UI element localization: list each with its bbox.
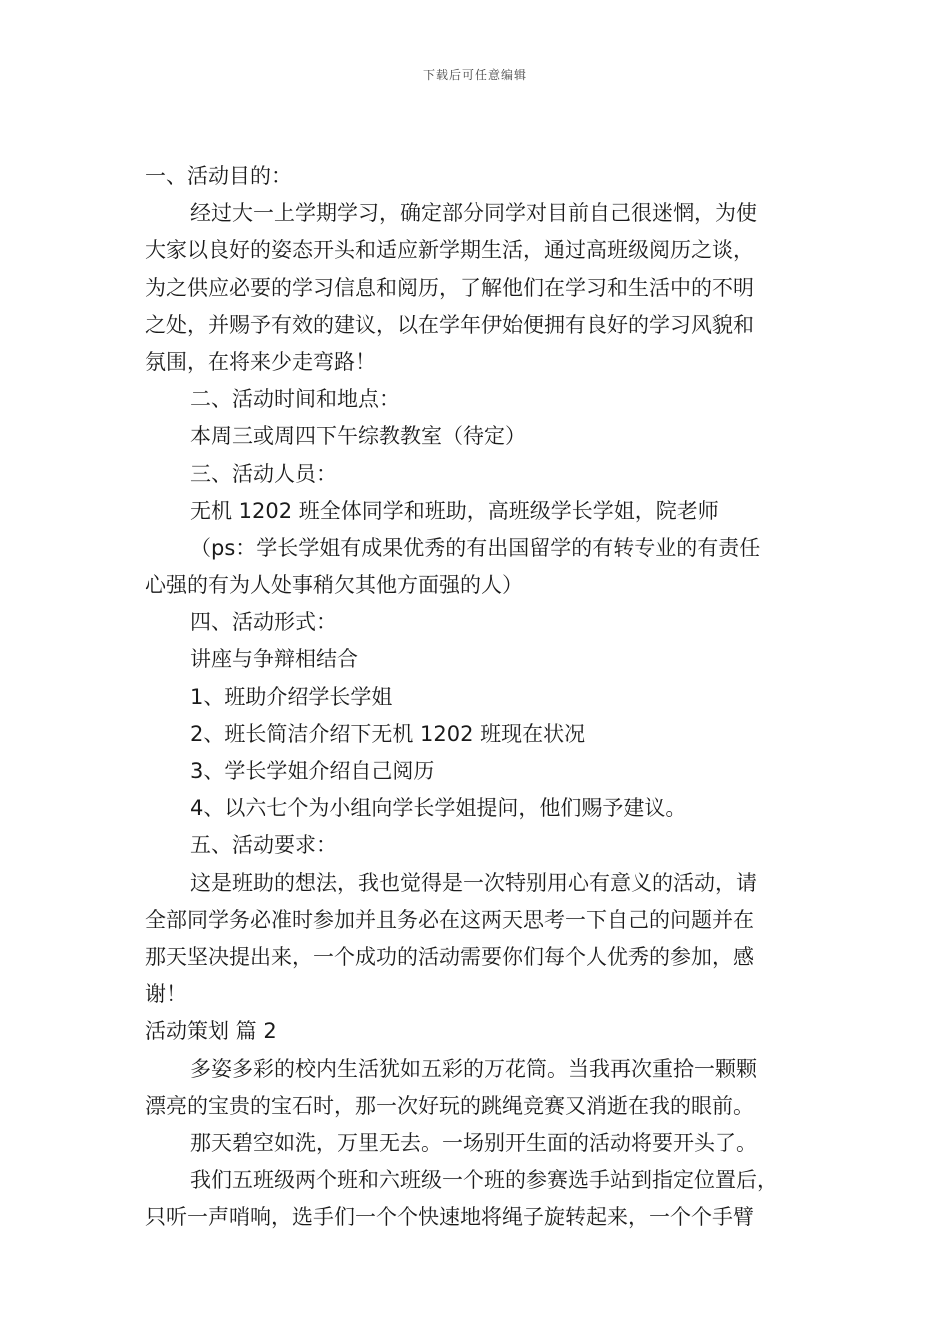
text-line: 那天坚决提出来，一个成功的活动需要你们每个人优秀的参加，感: [145, 944, 754, 969]
text-line: 经过大一上学期学习，确定部分同学对目前自己很迷惘，为使: [190, 201, 757, 226]
text-line: 讲座与争辩相结合: [190, 647, 358, 672]
text-line: 谢！: [145, 982, 187, 1007]
text-line: 我们五班级两个班和六班级一个班的参赛选手站到指定位置后，: [190, 1168, 778, 1193]
document-body: [145, 158, 825, 1236]
text-line: 本周三或周四下午综教教室（待定）: [190, 424, 526, 449]
text-line: 漂亮的宝贵的宝石时，那一次好玩的跳绳竞赛又消逝在我的眼前。: [145, 1093, 754, 1118]
page-header: 下载后可任意编辑: [422, 68, 527, 82]
text-line: 活动策划 篇 2: [145, 1019, 277, 1044]
text-line: 2、班长简洁介绍下无机 1202 班现在状况: [190, 721, 586, 746]
text-line: 这是班助的想法，我也觉得是一次特别用心有意义的活动，请: [190, 870, 757, 895]
text-line: 无机 1202 班全体同学和班助，高班级学长学姐，院老师: [190, 498, 719, 523]
text-line: 大家以良好的姿态开头和适应新学期生活，通过高班级阅历之谈，: [145, 238, 754, 263]
text-line: 4、以六七个为小组向学长学姐提问，他们赐予建议。: [190, 796, 687, 821]
text-line: 五、活动要求：: [190, 833, 337, 858]
text-line: 三、活动人员：: [190, 461, 337, 486]
text-line: 只听一声哨响，选手们一个个快速地将绳子旋转起来，一个个手臂: [145, 1205, 754, 1230]
text-line: 多姿多彩的校内生活犹如五彩的万花筒。当我再次重拾一颗颗: [190, 1056, 757, 1081]
text-line: 之处，并赐予有效的建议，以在学年伊始便拥有良好的学习风貌和: [145, 312, 754, 337]
text-line: 为之供应必要的学习信息和阅历，了解他们在学习和生活中的不明: [145, 275, 754, 300]
text-line: 氛围，在将来少走弯路！: [145, 349, 376, 374]
text-line: 1、班助介绍学长学姐: [190, 684, 393, 709]
text-line: 一、活动目的：: [145, 164, 292, 188]
text-line: 3、学长学姐介绍自己阅历: [190, 759, 435, 783]
text-line: 那天碧空如洗，万里无去。一场别开生面的活动将要开头了。: [190, 1130, 757, 1155]
text-line: 二、活动时间和地点：: [190, 387, 400, 412]
text-line: 心强的有为人处事稍欠其他方面强的人）: [145, 573, 523, 598]
text-line: 全部同学务必准时参加并且务必在这两天思考一下自己的问题并在: [145, 907, 754, 932]
text-line: （ps：学长学姐有成果优秀的有出国留学的有转专业的有责任: [190, 535, 761, 560]
text-line: 四、活动形式：: [190, 610, 337, 635]
